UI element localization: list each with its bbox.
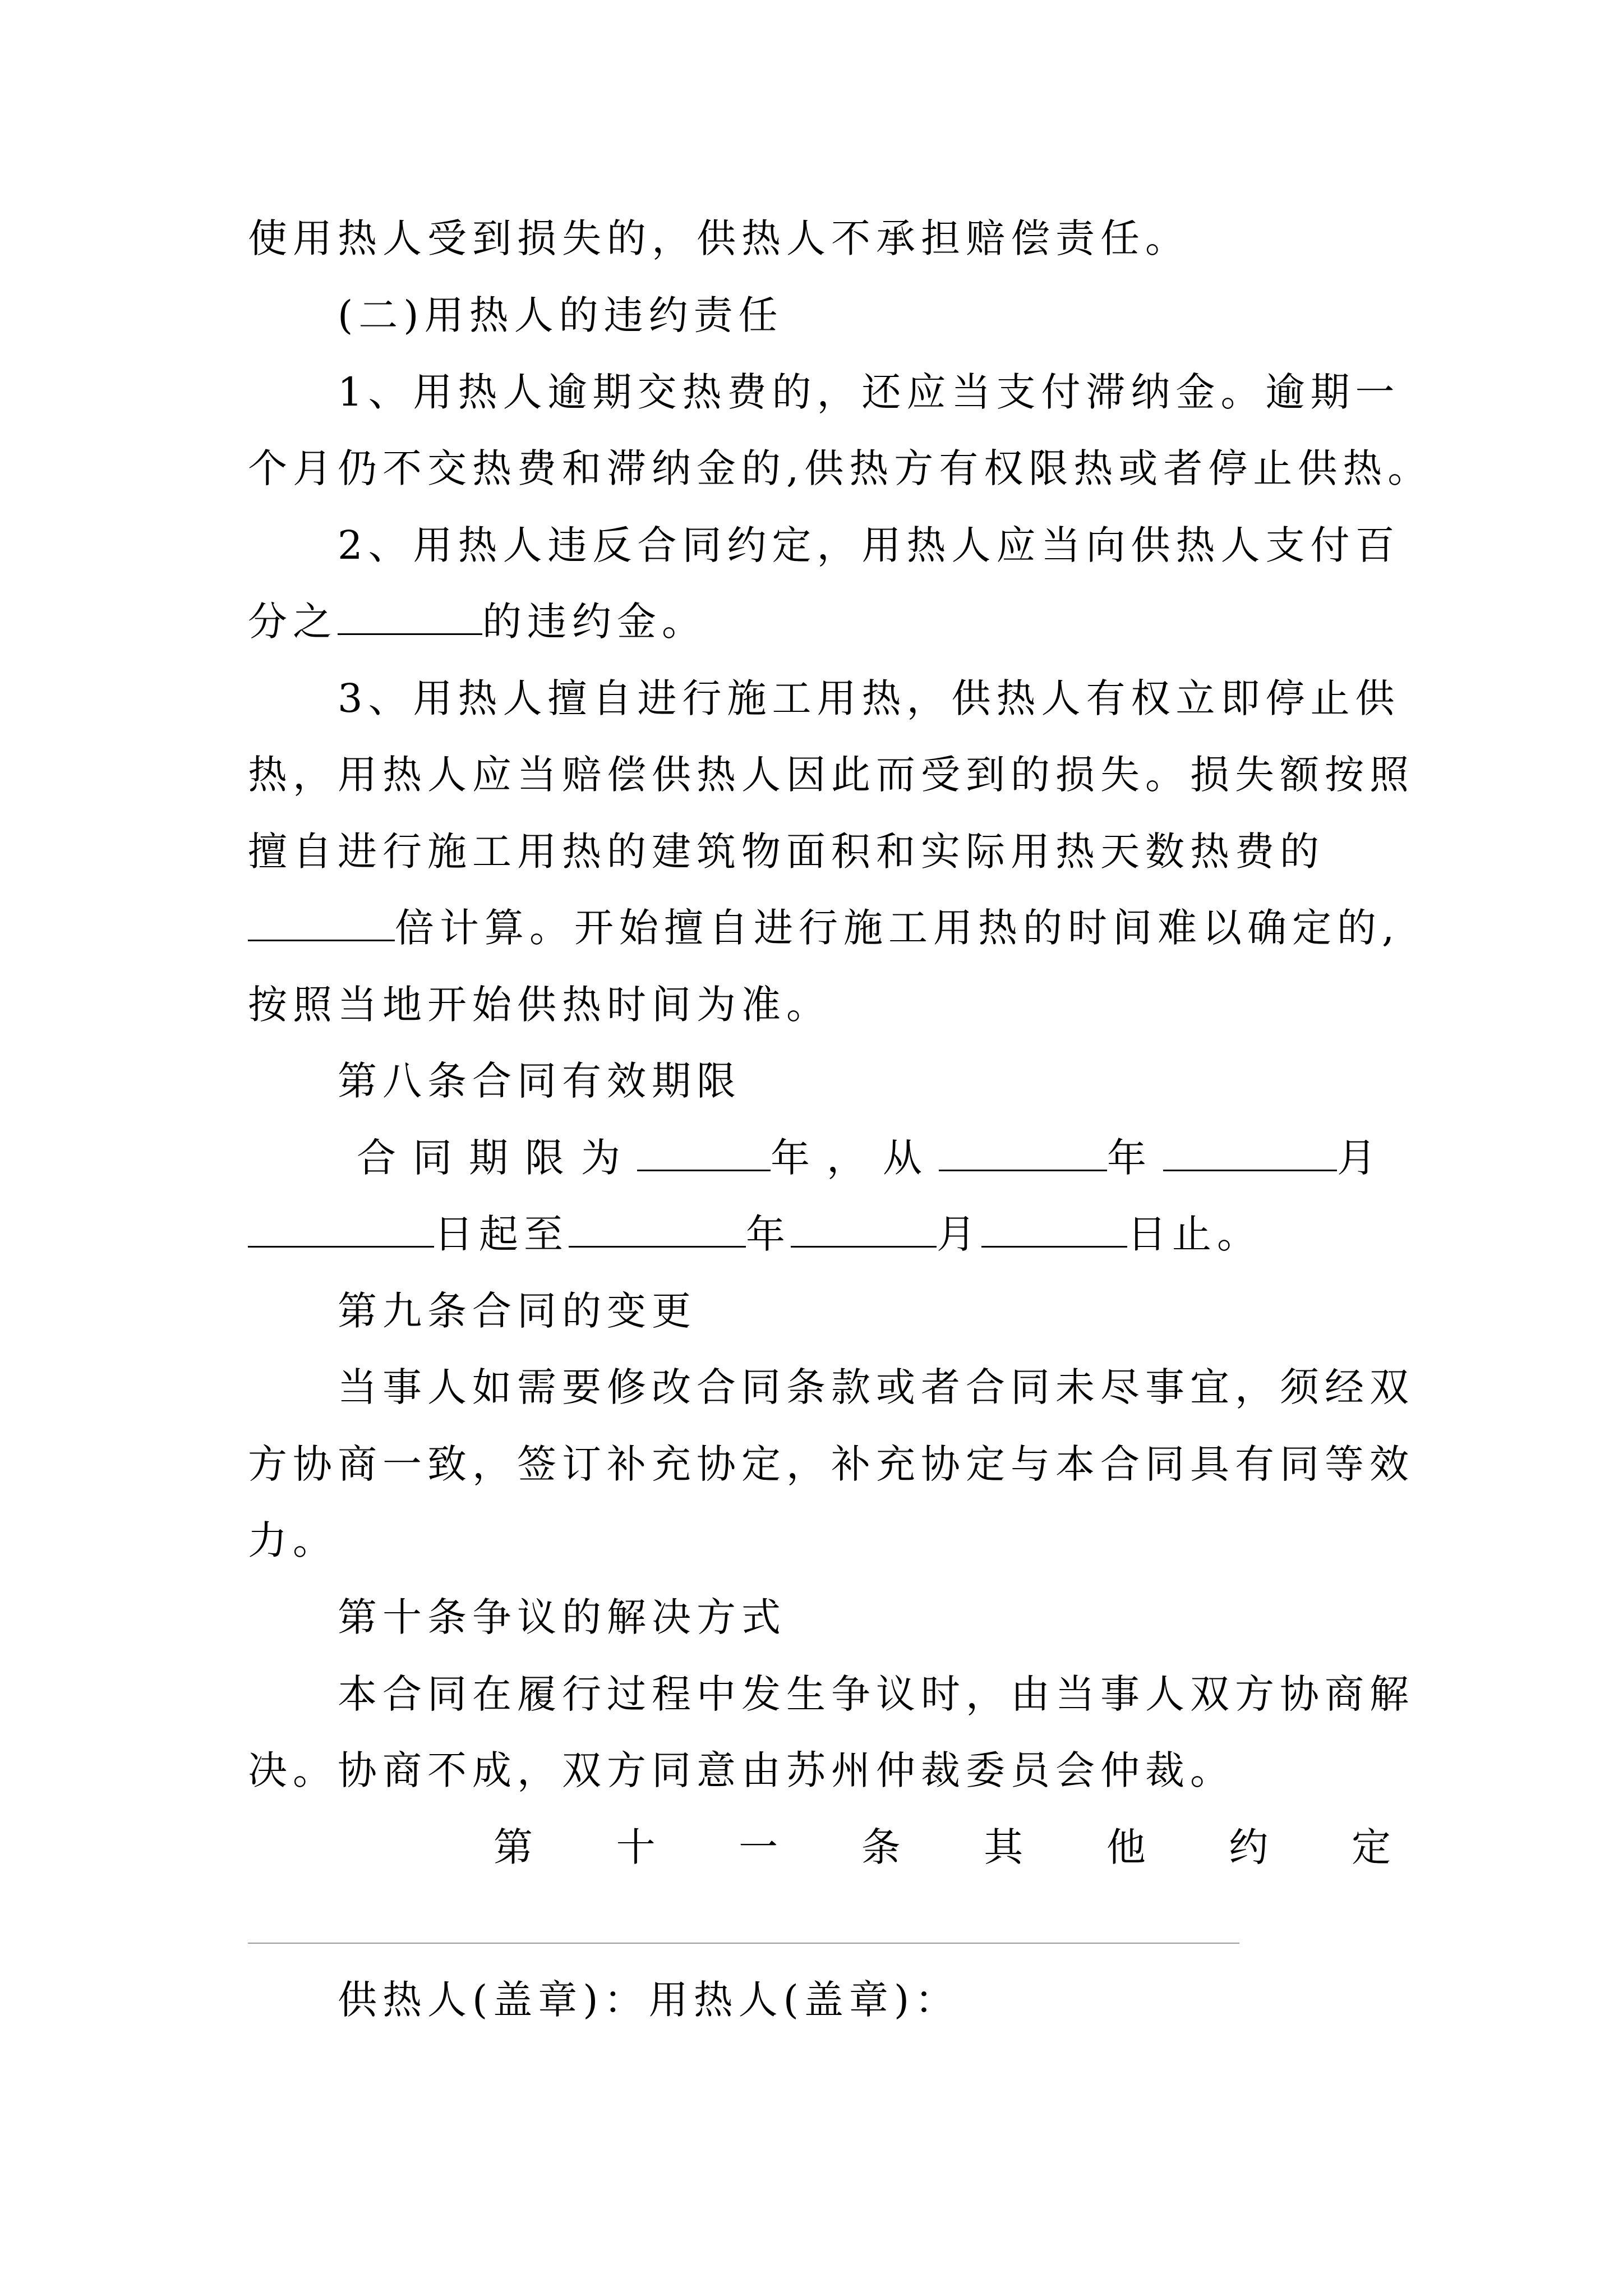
section-heading: 第十条争议的解决方式 [338,1594,786,1640]
fill-in-blank [248,906,395,941]
text-fragment: 分之 [248,599,338,645]
text-line: 热，用热人应当赔偿供热人因此而受到的损失。损失额按照 [248,752,1414,798]
heading-char: 他 [1106,1824,1146,1870]
fill-in-blank [338,600,482,635]
separator-line [248,1943,1239,1944]
heading-char: 条 [861,1824,901,1870]
fill-in-blank [248,1212,434,1248]
section-heading: 第八条合同有效期限 [338,1058,741,1104]
section-heading: (二)用热人的违约责任 [338,292,783,338]
heading-char: 约 [1229,1824,1269,1870]
heading-char: 十 [616,1824,656,1870]
text-line: 个月仍不交热费和滞纳金的,供热方有权限热或者停止供热。 [248,445,1433,491]
heading-char: 定 [1351,1824,1391,1870]
fill-in-blank [981,1212,1127,1248]
fill-in-blank [569,1212,746,1248]
text-fragment: 日起至 [434,1211,569,1257]
section-heading: 第九条合同的变更 [338,1288,697,1334]
heading-char: 其 [984,1824,1023,1870]
signature-line: 供热人(盖章)：用热人(盖章)： [338,1977,960,2023]
text-line [357,1133,1392,1183]
text-line: 3、用热人擅自进行施工用热，供热人有权立即停止供 [338,675,1400,721]
text-line: 方协商一致，签订补充协定，补充协定与本合同具有同等效 [248,1441,1414,1487]
text-fragment: 倍计算。开始擅自进行施工用热的时间难以确定的, [395,905,1400,951]
text-line: 当事人如需要修改合同条款或者合同未尽事宜，须经双 [338,1364,1414,1410]
heading-char: 一 [739,1824,778,1870]
text-line: 本合同在履行过程中发生争议时，由当事人双方协商解 [338,1671,1414,1717]
text-line: 擅自进行施工用热的建筑物面积和实际用热天数热费的 [248,829,1325,875]
text-line: 决。协商不成，双方同意由苏州仲裁委员会仲裁。 [248,1747,1235,1793]
text-line [248,596,1392,647]
fill-in-blank [791,1212,937,1248]
text-line: 2、用热人违反合同约定，用热人应当向供热人支付百 [338,522,1400,568]
text-fragment: 年，从 [771,1135,939,1181]
fill-in-blank [1163,1136,1337,1171]
text-fragment: 年 [746,1211,791,1257]
heading-char: 第 [494,1824,533,1870]
text-line: 力。 [248,1517,338,1563]
text-fragment: 的违约金。 [482,599,707,645]
text-line [248,1209,1392,1259]
text-fragment: 日止。 [1127,1211,1262,1257]
text-fragment: 月 [1337,1135,1393,1181]
text-line: 按照当地开始供热时间为准。 [248,982,831,1028]
text-fragment: 合同期限为 [357,1135,637,1181]
fill-in-blank [637,1136,771,1171]
section-heading-spaced [494,1822,1391,1872]
text-line [248,903,1400,953]
text-line: 使用热人受到损失的，供热人不承担赔偿责任。 [248,215,1190,261]
fill-in-blank [939,1136,1107,1171]
text-fragment: 月 [937,1211,981,1257]
text-line: 1、用热人逾期交热费的，还应当支付滞纳金。逾期一 [338,369,1400,415]
text-fragment: 年 [1107,1135,1163,1181]
